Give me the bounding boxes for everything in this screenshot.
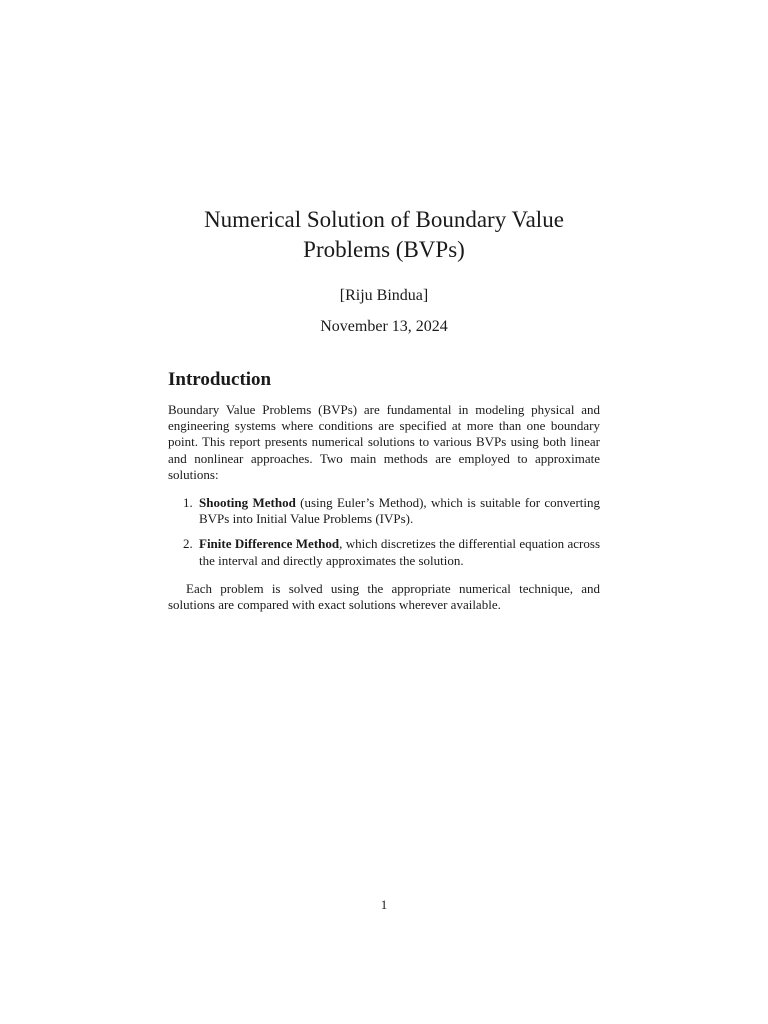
closing-paragraph: Each problem is solved using the appropriate numerical technique, and solutions are compared with exact solutions wherever available.: [168, 580, 600, 613]
method-description: (using Euler’s Method), which is suitable for converting BVPs into Initial Value Problems (IVPs).: [199, 495, 601, 527]
introduction-section: [168, 368, 600, 613]
list-item: [168, 536, 600, 568]
methods-list: [168, 495, 600, 569]
intro-paragraph: Boundary Value Problems (BVPs) are fundamental in modeling physical and engineering systems where conditions are specified at more than one boundary point. This report presents numerical solutions to various BVPs using both linear and nonlinear approaches. Two main methods are employed to approximate solutions:: [168, 402, 600, 482]
page-number: 1: [380, 897, 388, 912]
section-heading: Introduction: [168, 369, 272, 390]
title-block: [168, 205, 600, 265]
method-description: , which discretizes the differential equation across the interval and directly approximates the solution.: [199, 536, 601, 568]
document-title: Numerical Solution of Boundary Value Problems (BVPs): [204, 207, 564, 262]
list-item: [168, 495, 600, 527]
author-name: [Riju Bindua]: [339, 287, 429, 304]
document-date: November 13, 2024: [320, 318, 448, 335]
list-number: 2.: [183, 536, 193, 552]
method-name: Shooting Method: [199, 495, 296, 511]
method-name: Finite Difference Method: [199, 536, 340, 552]
list-number: 1.: [183, 495, 193, 511]
